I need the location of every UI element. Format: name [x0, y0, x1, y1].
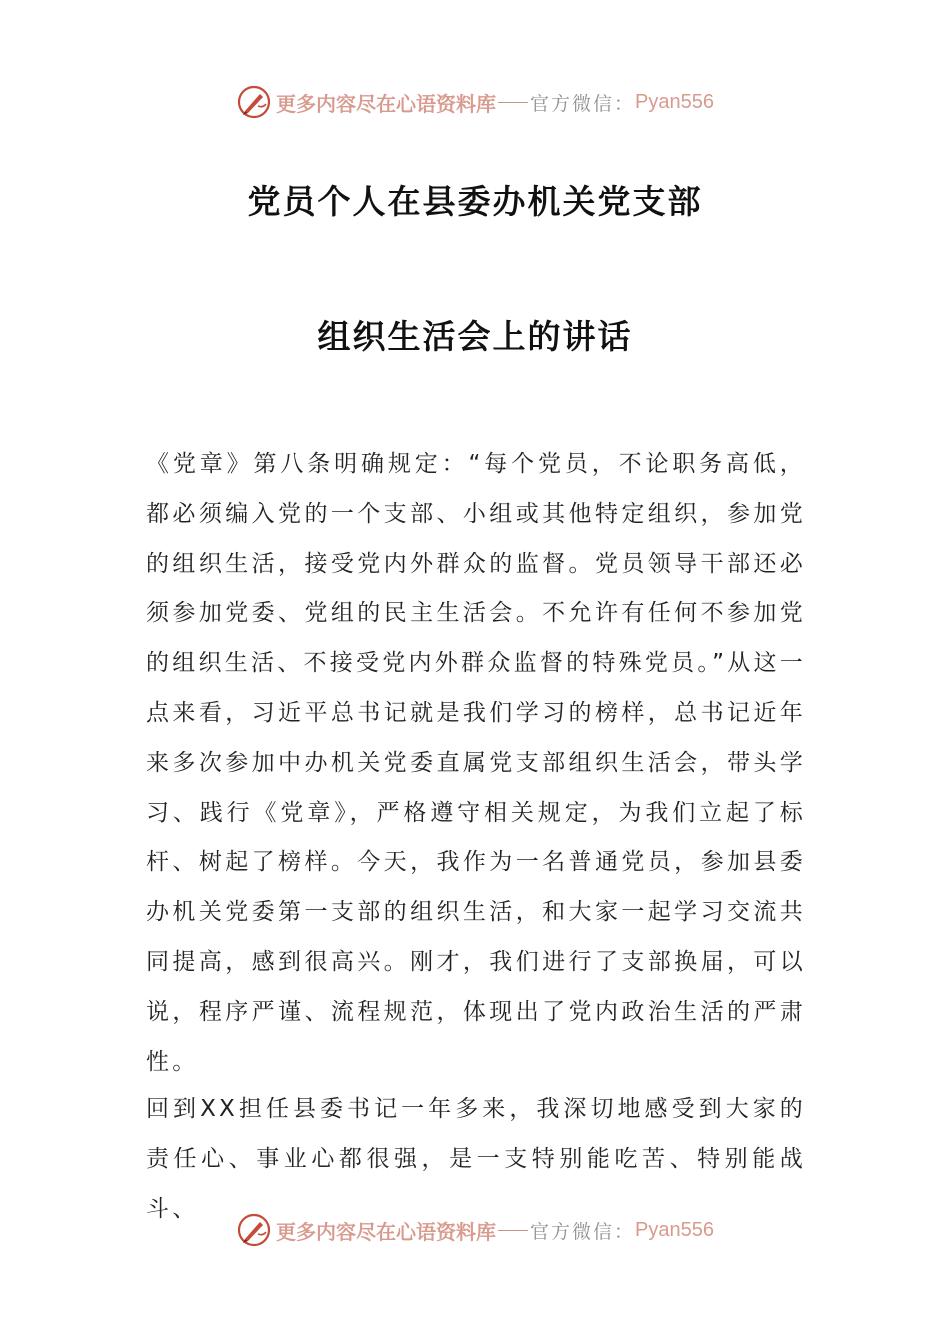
watermark-site-text: 更多内容尽在心语资料库: [276, 1219, 496, 1244]
document-title-line-1: 党员个人在县委办机关党支部: [247, 182, 703, 221]
watermark-wechat-id: Pyan556: [635, 1218, 714, 1241]
watermark-dash: [498, 102, 528, 103]
watermark-wechat-id: Pyan556: [635, 90, 714, 113]
pen-logo-icon: [236, 1212, 272, 1248]
body-paragraph-2: 回到XX担任县委书记一年多来，我深切地感受到大家的责任心、事业心都很强，是一支特别能吃苦、特别能战斗、: [146, 1096, 806, 1222]
document-title-line-2: 组织生活会上的讲话: [317, 317, 633, 356]
watermark-official-label: 官方微信：: [530, 92, 636, 115]
watermark-official-label: 官方微信：: [530, 1220, 636, 1243]
footer-watermark: [0, 1210, 950, 1250]
body-paragraph-1: 《党章》第八条明确规定：“每个党员，不论职务高低，都必须编入党的一个支部、小组或其他特定组织，参加党的组织生活，接受党内外群众的监督。党员领导干部还必须参加党委、党组的民主生活会。不允许有任何不参加党的组织生活、不接受党内外群众监督的特殊党员。”从这一点来看，习近平总书记就是我们学习的榜样，总书记近年来多次参加中办机关党委直属党支部组织生活会，带头学习、践行《党章》，严格遵守相关规定，为我们立起了标杆、树起了榜样。今天，我作为一名普通党员，参加县委办机关党委第一支部的组织生活，和大家一起学习交流共同提高，感到很高兴。刚才，我们进行了支部换届，可以说，程序严谨、流程规范，体现出了党内政治生活的严肃性。: [146, 451, 806, 1075]
header-watermark: [0, 82, 950, 122]
watermark-dash: [498, 1230, 528, 1231]
watermark-site-text: 更多内容尽在心语资料库: [276, 91, 496, 116]
pen-logo-icon: [236, 84, 272, 120]
